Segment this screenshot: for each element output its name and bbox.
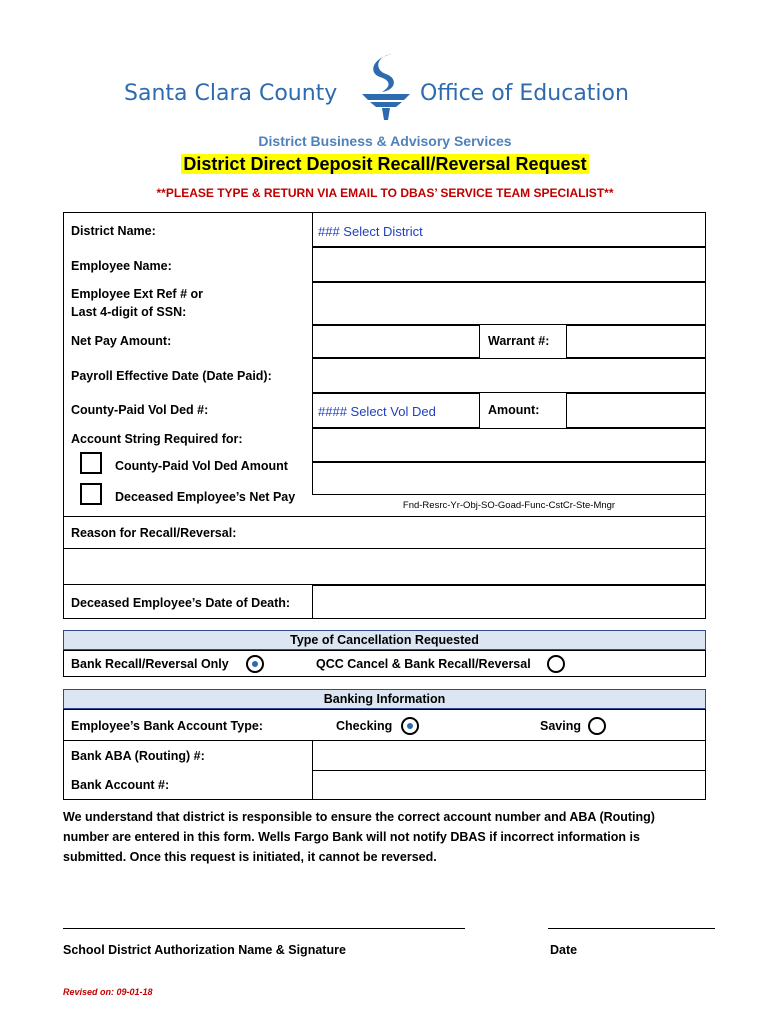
account-string-field-1[interactable] [312,428,706,462]
account-type-label: Employee’s Bank Account Type: [71,719,263,733]
disclaimer-line-3: submitted. Once this request is initiated, it cannot be reversed. [63,850,437,864]
net-pay-field[interactable] [312,325,480,358]
vol-ded-amount-checkbox-label: County-Paid Vol Ded Amount [115,459,288,473]
bank-account-label: Bank Account #: [71,778,170,792]
disclaimer [63,807,723,867]
vol-ded-label: County-Paid Vol Ded #: [71,403,209,417]
ext-ref-label-line1: Employee Ext Ref # or [71,287,203,301]
org-name-right: Office of Education [420,81,629,106]
net-pay-label: Net Pay Amount: [71,334,172,348]
amount-label: Amount: [488,403,540,417]
org-name-left: Santa Clara County [124,81,338,106]
torch-logo-icon [358,50,414,124]
disclaimer-line-1: We understand that district is responsible to ensure the correct account number and ABA (Routing) [63,810,655,824]
warrant-label: Warrant #: [488,334,550,348]
page-title-text: District Direct Deposit Recall/Reversal Request [183,154,587,174]
ext-ref-label-line2: Last 4-digit of SSN: [71,305,187,319]
death-date-field[interactable] [312,585,706,619]
payroll-date-field[interactable] [312,358,706,393]
reason-label: Reason for Recall/Reversal: [71,526,237,540]
revision-date: Revised on: 09-01-18 [63,987,153,997]
qcc-cancel-radio[interactable] [547,655,565,673]
account-string-format: Fnd-Resrc-Yr-Obj-SO-Goad-Func-CstCr-Ste-Mngr [402,500,616,511]
department-name: District Business & Advisory Services [258,133,512,149]
date-label: Date [550,943,578,957]
qcc-cancel-option-label: QCC Cancel & Bank Recall/Reversal [316,657,531,671]
vol-ded-value: #### Select Vol Ded [318,404,436,419]
death-date-label: Deceased Employee’s Date of Death: [71,596,291,610]
deceased-net-pay-checkbox-label: Deceased Employee’s Net Pay [115,490,296,504]
checking-option-label: Checking [336,719,393,733]
employee-name-field[interactable] [312,247,706,282]
bank-recall-option-label: Bank Recall/Reversal Only [71,657,229,671]
ext-ref-field[interactable] [312,282,706,325]
divider [63,516,706,517]
authorization-label: School District Authorization Name & Signature [63,943,346,957]
account-string-field-2[interactable] [312,462,706,495]
reason-field[interactable] [63,548,706,585]
date-line[interactable] [548,928,715,929]
warrant-field[interactable] [566,325,706,358]
bank-account-field[interactable] [312,770,706,800]
page-title [0,154,770,175]
aba-label: Bank ABA (Routing) #: [71,749,205,763]
aba-field[interactable] [312,740,706,771]
deceased-net-pay-checkbox[interactable] [80,483,102,505]
return-notice: **PLEASE TYPE & RETURN VIA EMAIL TO DBAS’ SERVICE TEAM SPECIALIST** [156,186,614,200]
cancellation-heading: Type of Cancellation Requested [290,633,479,647]
district-name-value: ### Select District [318,224,423,239]
employee-name-label: Employee Name: [71,259,172,273]
district-name-label: District Name: [71,224,156,238]
signature-line[interactable] [63,928,465,929]
account-string-label: Account String Required for: [71,432,243,446]
amount-field[interactable] [566,393,706,428]
checking-radio[interactable] [401,717,419,735]
bank-recall-radio[interactable] [246,655,264,673]
saving-option-label: Saving [540,719,581,733]
banking-heading: Banking Information [323,692,446,706]
vol-ded-amount-checkbox[interactable] [80,452,102,474]
payroll-date-label: Payroll Effective Date (Date Paid): [71,369,272,383]
saving-radio[interactable] [588,717,606,735]
disclaimer-line-2: number are entered in this form. Wells Fargo Bank will not notify DBAS if incorrect information is [63,830,640,844]
